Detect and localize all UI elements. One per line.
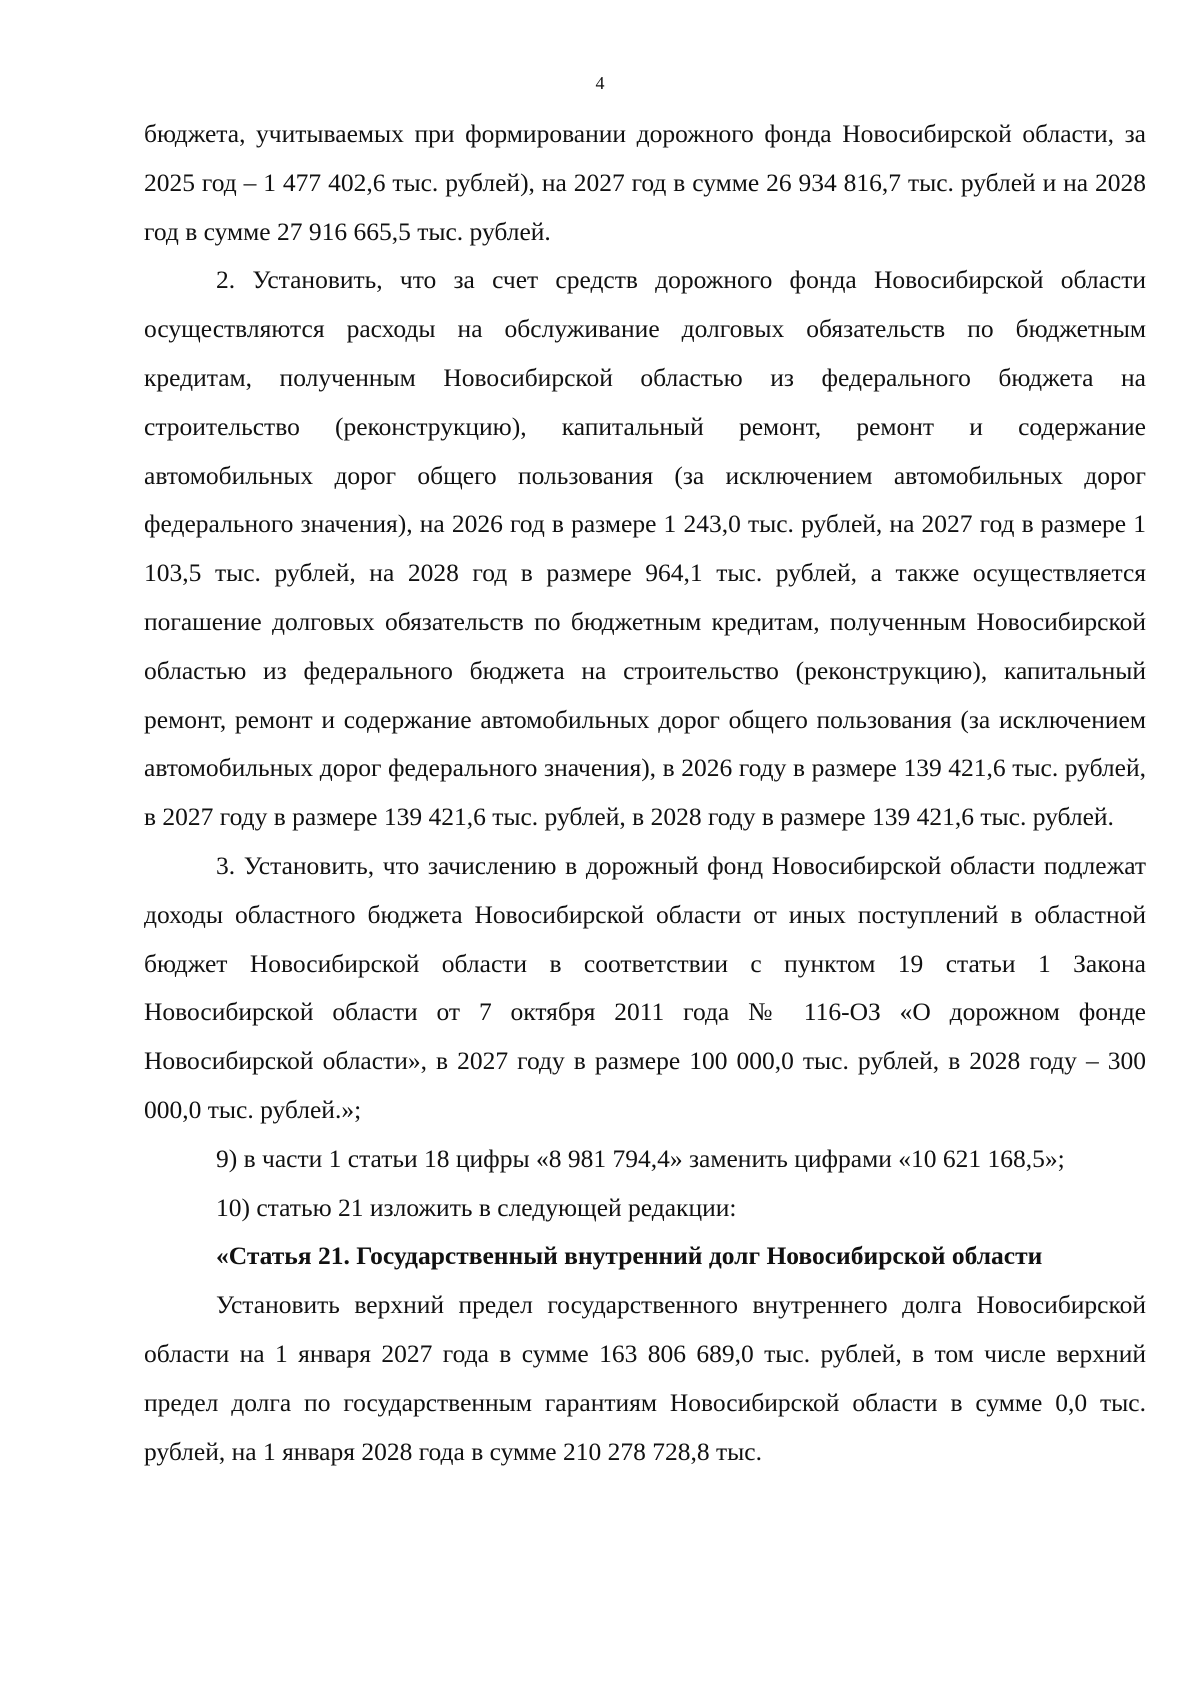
article-21-heading: «Статья 21. Государственный внутренний долг Новосибирской области: [216, 1241, 1043, 1271]
paragraph-item-10: 10) статью 21 изложить в следующей редакции:: [216, 1192, 737, 1222]
paragraph-item-3: 3. Установить, что зачислению в дорожный фонд Новосибирской области подлежат доходы областного бюджета Новосибирской области от иных поступлений в областной бюджет Новосибирской области в соответствии с пунктом 19 статьи 1 Закона Новосибирской области от 7 октября 2011 года № 116-ОЗ «О дорожном фонде Новосибирской области», в 2027 году в размере 100 000,0 тыс. рублей, в 2028 году – 300 000,0 тыс. рублей.»;: [144, 850, 1146, 1124]
paragraph-item-9: 9) в части 1 статьи 18 цифры «8 981 794,4» заменить цифрами «10 621 168,5»;: [216, 1143, 1065, 1173]
document-body: [144, 110, 1146, 1476]
paragraph-budget-continuation: бюджета, учитываемых при формировании дорожного фонда Новосибирской области, за 2025 год – 1 477 402,6 тыс. рублей), на 2027 год в сумме 26 934 816,7 тыс. рублей и на 2028 год в сумме 27 916 665,5 тыс. рублей.: [144, 119, 1146, 246]
paragraph-debt-limit: Установить верхний предел государственного внутреннего долга Новосибирской области на 1 января 2027 года в сумме 163 806 689,0 тыс. рублей, в том числе верхний предел долга по государственным гарантиям Новосибирской области в сумме 0,0 тыс. рублей, на 1 января 2028 года в сумме 210 278 728,8 тыс.: [144, 1290, 1146, 1466]
page-number: 4: [595, 73, 605, 93]
paragraph-item-2: 2. Установить, что за счет средств дорожного фонда Новосибирской области осуществляются расходы на обслуживание долговых обязательств по бюджетным кредитам, полученным Новосибирской областью из федерального бюджета на строительство (реконструкцию), капитальный ремонт, ремонт и содержание автомобильных дорог общего пользования (за исключением автомобильных дорог федерального значения), на 2026 год в размере 1 243,0 тыс. рублей, на 2027 год в размере 1 103,5 тыс. рублей, на 2028 год в размере 964,1 тыс. рублей, а также осуществляется погашение долговых обязательств по бюджетным кредитам, полученным Новосибирской областью из федерального бюджета на строительство (реконструкцию), капитальный ремонт, ремонт и содержание автомобильных дорог общего пользования (за исключением автомобильных дорог федерального значения), в 2026 году в размере 139 421,6 тыс. рублей, в 2027 году в размере 139 421,6 тыс. рублей, в 2028 году в размере 139 421,6 тыс. рублей.: [144, 265, 1146, 832]
